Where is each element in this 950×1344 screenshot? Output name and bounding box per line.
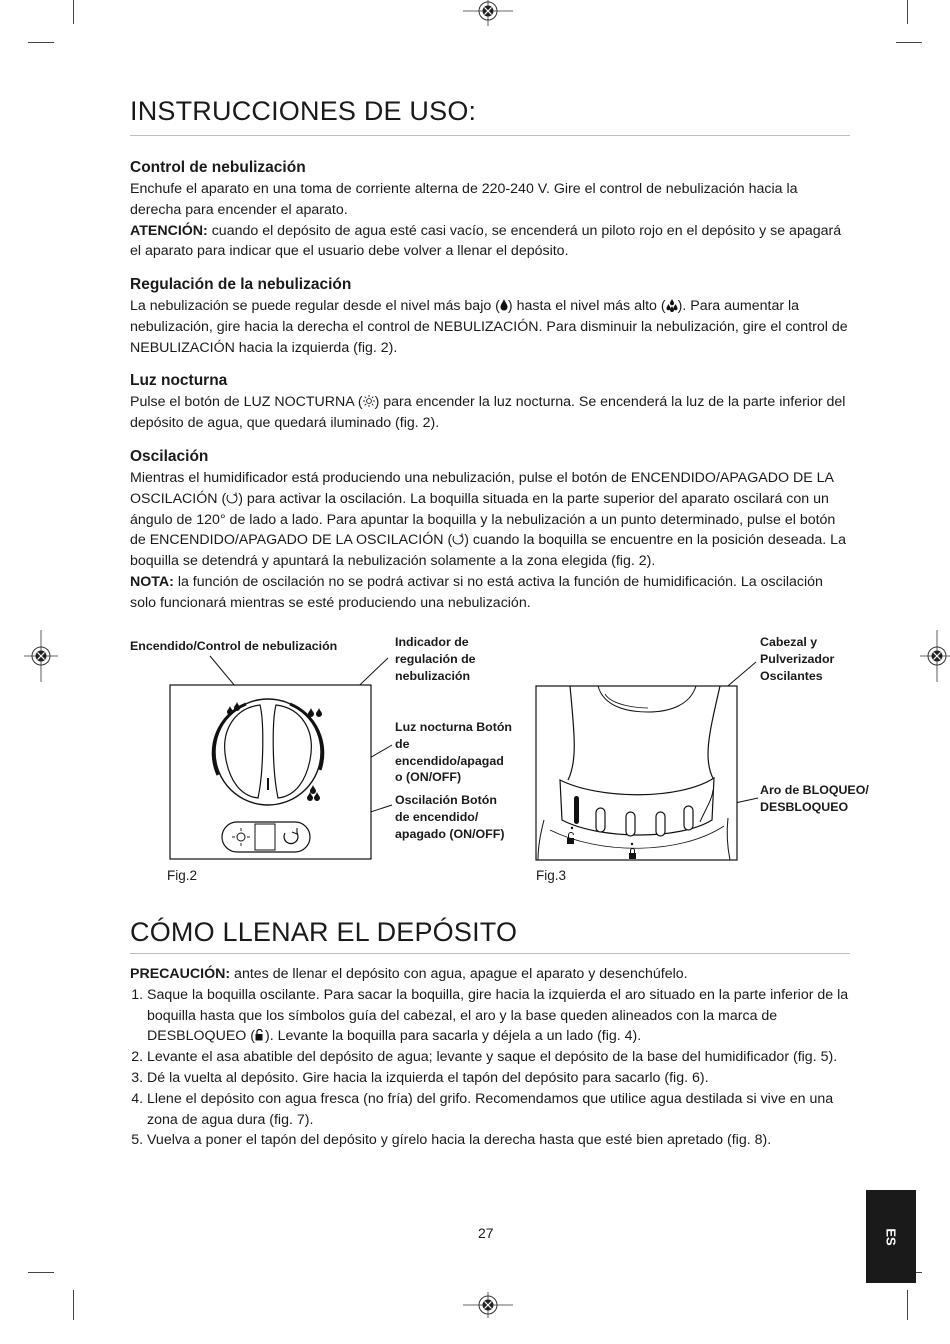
attention-label: ATENCIÓN: [130,222,208,239]
fill-steps-list [130,985,852,1151]
caution-text: antes de llenar el depósito con agua, apague el aparato y desenchúfelo. [230,966,688,982]
section-control-nebulizacion [130,158,852,262]
oscilacion-paragraph [130,468,852,572]
section-llenar-deposito [130,964,852,1151]
caution-paragraph [130,964,852,985]
fig2-label-luz: Luz nocturna Botón de encendido/apagad o (ON/OFF) [395,720,513,785]
heading-luz: Luz nocturna [130,372,228,389]
oscillation-icon [226,492,238,504]
heading-regulacion: Regulación de la nebulización [130,276,352,293]
attention-paragraph [130,221,852,263]
oscilacion-text-c: ) cuando la boquilla se encuentre en la posición deseada. La boquilla se detendrá y apuntará la nebulización solamente a la zona elegida (fig. 2). [130,532,846,570]
registration-mark-top [463,0,513,26]
step-text: Saque la boquilla oscilante. Para sacar la boquilla, gire hacia la izquierda el aro situado en la parte inferior de la boquilla hasta que los símbolos guía del cabezal, el aro y la base queden alineados con la marca de DESBLOQUEO ( [147,986,849,1045]
attention-text: cuando el depósito de agua esté casi vacío, se encenderá un piloto rojo en el depósito y se apagará el aparato para indicar que el usuario debe volver a llenar el depósito. [130,222,842,260]
step-text-b: ). Levante la boquilla para sacarla y déjela a un lado (fig. 4). [265,1028,642,1045]
list-item [147,985,852,1047]
registration-mark-right [920,630,950,682]
drop-low-icon [500,299,508,311]
regulacion-text-c: ). Para aumentar la nebulización, gire hacia la derecha el control de NEBULIZACIÓN. Para disminuir la nebulización, gire el control de NEBULIZACIÓN hacia la izquierda (fig. 2). [130,298,848,356]
fig2-label-encendido: Encendido/Control de nebulización [130,639,338,653]
regulacion-text-b: ) hasta el nivel más alto ( [507,298,666,314]
title-rule-2 [130,953,850,954]
control-paragraph: Enchufe el aparato en una toma de corriente alterna de 220-240 V. Gire el control de nebulización hacia la derecha para encender el aparato. [130,181,798,218]
section-oscilacion [130,447,852,614]
nota-text: la función de oscilación no se podrá activar si no está activa la función de humidificación. La oscilación solo funcionará mientras se esté produciendo una nebulización. [130,573,823,611]
nota-label: NOTA: [130,573,174,590]
regulacion-text-a: La nebulización se puede regular desde el nivel más bajo ( [130,298,500,314]
drop-high-icon [666,299,678,312]
list-item: 3. Dé la vuelta al depósito. Gire hacia la izquierda el tapón del depósito para sacarlo (fig. 6). [147,1068,852,1089]
oscilacion-text-a: Mientras el humidificador está produciendo una nebulización, pulse el botón de ENCENDIDO/APAGADO DE LA OSCILACIÓN ( [130,470,834,507]
list-item: 5. Vuelva a poner el tapón del depósito y gírelo hacia la derecha hasta que esté bien apretado (fig. 8). [147,1130,852,1151]
title-rule [130,135,850,136]
fig3-nozzle-illustration [530,650,770,865]
fig2-label-indicador: Indicador de regulación de nebulización [395,635,476,683]
fig3-caption: Fig.3 [536,868,567,883]
luz-text-b: ) para encender la luz nocturna. Se encenderá la luz de la parte inferior del depósito de agua, que quedará iluminado (fig. 2). [130,394,846,431]
regulacion-paragraph [130,296,852,358]
luz-paragraph [130,392,852,434]
section-title-instrucciones: INSTRUCCIONES DE USO: [130,96,477,126]
sun-icon [363,395,375,407]
luz-text-a: Pulse el botón de LUZ NOCTURNA ( [130,394,363,410]
heading-control: Control de nebulización [130,159,306,176]
section-luz-nocturna [130,371,852,434]
unlock-icon [255,1029,265,1041]
registration-mark-left [24,630,58,682]
fig2-label-oscilacion: Oscilación Botón de encendido/ apagado (ON/OFF) [395,793,505,841]
language-tab [866,1190,916,1283]
caution-label: PRECAUCIÓN: [130,966,231,982]
page-number: 27 [478,1225,494,1241]
fig2-control-panel-illustration [160,650,400,870]
registration-mark-bottom [463,1292,513,1318]
nota-paragraph [130,572,852,614]
oscillation-icon [452,533,464,545]
heading-oscilacion: Oscilación [130,448,209,465]
language-tab-label: ES [883,1227,899,1246]
oscilacion-text-b: ) para activar la oscilación. La boquilla situada en la parte superior del aparato oscilará con un ángulo de 120° de lado a lado. Para apuntar la boquilla y la nebulización a un punto determinado, pulse el botón de ENCENDIDO/APAGADO DE LA OSCILACIÓN ( [130,490,836,549]
fig2-caption: Fig.2 [167,868,198,883]
list-item: 4. Llene el depósito con agua fresca (no fría) del grifo. Recomendamos que utilice agua destilada si vive en una zona de agua dura (fig. 7). [147,1089,852,1131]
section-title-llenar: CÓMO LLENAR EL DEPÓSITO [130,917,518,947]
section-regulacion [130,275,852,358]
list-item: 2. Levante el asa abatible del depósito de agua; levante y saque el depósito de la base del humidificador (fig. 5). [147,1047,852,1068]
fig3-label-aro: Aro de BLOQUEO/ DESBLOQUEO [760,783,869,814]
fig3-label-cabezal: Cabezal y Pulverizador Oscilantes [760,635,835,683]
